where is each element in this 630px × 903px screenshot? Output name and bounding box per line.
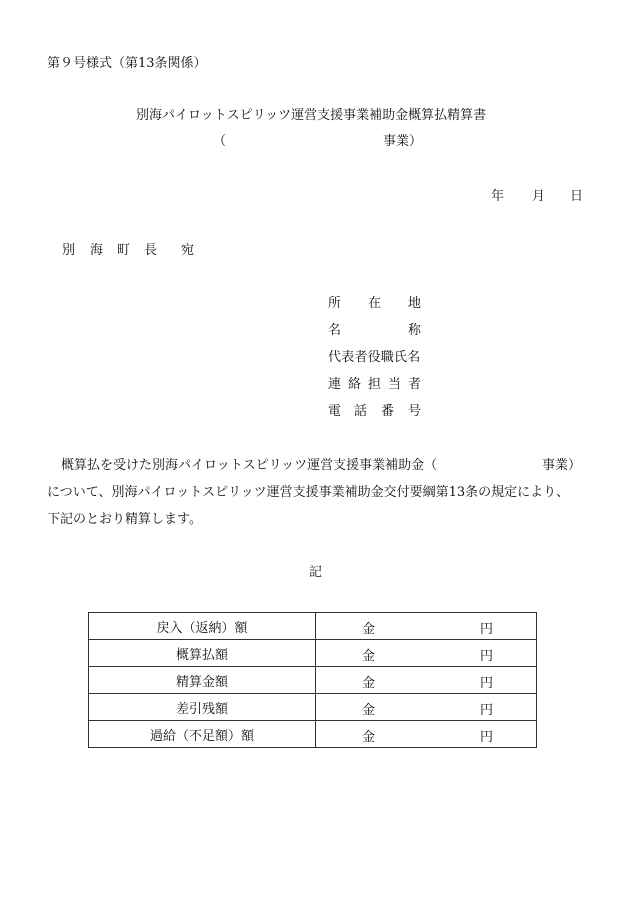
settlement-table [88, 612, 537, 748]
field-label-phone: 号 [408, 404, 422, 419]
field-label-contact: 担 [368, 377, 382, 392]
amount-cell[interactable] [316, 667, 537, 694]
field-label-contact: 当 [388, 377, 402, 392]
field-label-phone: 話 [354, 404, 368, 419]
subtitle-close: 事業） [383, 134, 423, 149]
field-label-name: 称 [408, 323, 422, 338]
field-label-address: 所 [328, 296, 342, 311]
field-label-address: 在 [368, 296, 382, 311]
form-number: 第９号様式（第13条関係） [47, 56, 207, 71]
body-line-2: について、別海パイロットスピリッツ運営支援事業補助金交付要綱第13条の規定により、 [47, 485, 570, 500]
field-label-representative: 代表者役職氏名 [328, 350, 421, 365]
addressee-char: 海 [90, 243, 104, 258]
amount-prefix: 金 [362, 703, 376, 718]
table-row [89, 694, 537, 721]
field-label-contact: 者 [408, 377, 422, 392]
subtitle-open-paren: （ [213, 134, 227, 149]
amount-unit: 円 [480, 649, 494, 664]
date-month: 月 [532, 189, 546, 204]
table-row [89, 613, 537, 640]
amount-prefix: 金 [362, 730, 376, 745]
table-row [89, 721, 537, 748]
row-label: 概算払額 [89, 640, 316, 667]
field-label-name: 名 [328, 323, 342, 338]
amount-unit: 円 [480, 622, 494, 637]
field-label-contact: 絡 [348, 377, 362, 392]
row-label: 過給（不足額）額 [89, 721, 316, 748]
body-line-3: 下記のとおり精算します。 [47, 512, 202, 527]
table-row [89, 640, 537, 667]
row-label: 差引残額 [89, 694, 316, 721]
field-label-contact: 連 [328, 377, 342, 392]
amount-cell[interactable] [316, 721, 537, 748]
field-label-phone: 電 [328, 404, 342, 419]
amount-cell[interactable] [316, 613, 537, 640]
body-line-1-start: 概算払を受けた別海パイロットスピリッツ運営支援事業補助金（ [61, 458, 438, 473]
addressee-char: 長 [144, 243, 158, 258]
amount-prefix: 金 [362, 649, 376, 664]
row-label: 精算金額 [89, 667, 316, 694]
amount-unit: 円 [480, 703, 494, 718]
amount-cell[interactable] [316, 694, 537, 721]
field-label-address: 地 [408, 296, 422, 311]
amount-prefix: 金 [362, 676, 376, 691]
row-label: 戻入（返納）額 [89, 613, 316, 640]
addressee-suffix: 宛 [181, 243, 195, 258]
amount-cell[interactable] [316, 640, 537, 667]
ki-heading: 記 [309, 565, 323, 580]
addressee-char: 別 [62, 243, 76, 258]
date-day: 日 [570, 189, 584, 204]
document-title: 別海パイロットスピリッツ運営支援事業補助金概算払精算書 [136, 108, 487, 123]
table-row [89, 667, 537, 694]
amount-prefix: 金 [362, 622, 376, 637]
field-label-phone: 番 [381, 404, 395, 419]
body-line-1-end: 事業） [542, 458, 582, 473]
date-year: 年 [491, 189, 505, 204]
amount-unit: 円 [480, 676, 494, 691]
amount-unit: 円 [480, 730, 494, 745]
addressee-char: 町 [117, 243, 131, 258]
